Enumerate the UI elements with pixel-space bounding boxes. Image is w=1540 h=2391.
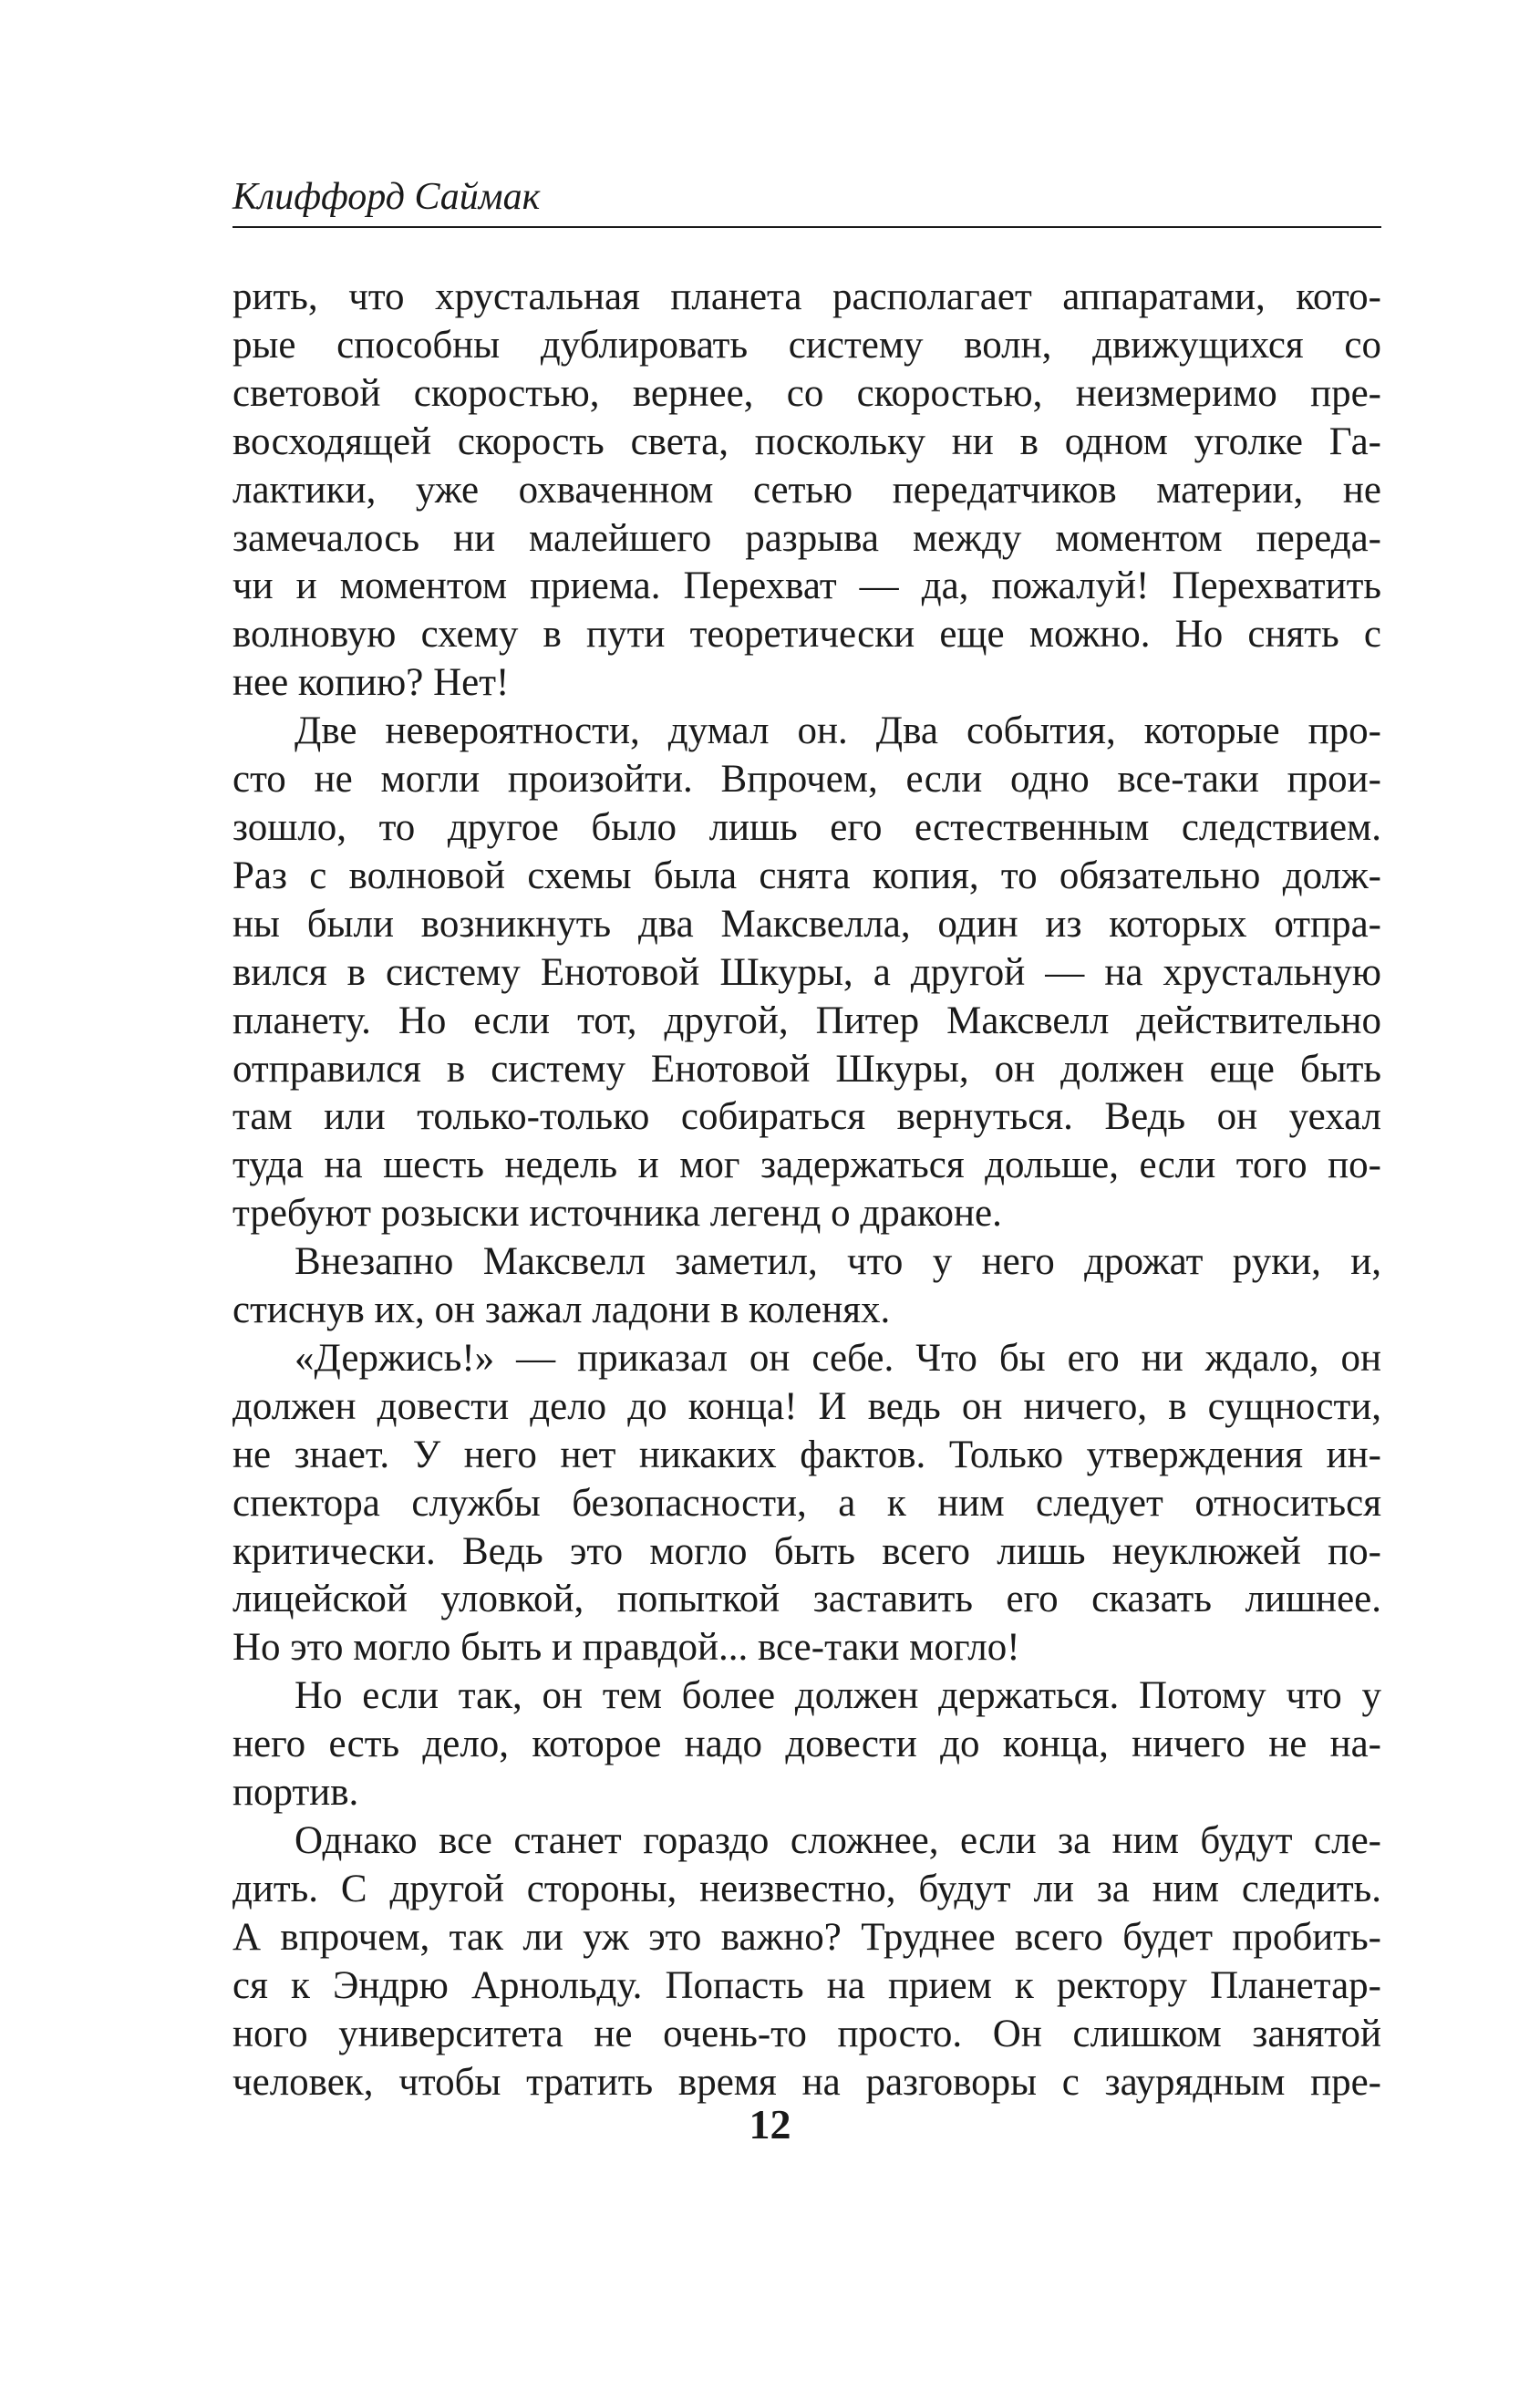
text-line: не знает. У него нет никаких фактов. Только утверждения ин- — [233, 1433, 1381, 1476]
text-line: планету. Но если тот, другой, Питер Максвелл действительно — [233, 999, 1381, 1042]
text-line: зошло, то другое было лишь его естественным следствием. — [233, 805, 1381, 849]
text-line: спектора службы безопасности, а к ним следует относиться — [233, 1481, 1381, 1525]
paragraph — [233, 1817, 1381, 2106]
text-line: «Держись!» — приказал он себе. Что бы его ни ждало, он — [295, 1336, 1381, 1380]
text-line: ного университета не очень-то просто. Он слишком занятой — [233, 2012, 1381, 2055]
text-line: волновую схему в пути теоретически еще можно. Но снять с — [233, 613, 1381, 657]
text-line: световой скоростью, вернее, со скоростью, неизмеримо пре- — [233, 371, 1381, 415]
text-line: него есть дело, которое надо довести до конца, ничего не на- — [233, 1723, 1381, 1766]
text-line: должен довести дело до конца! И ведь он ничего, в сущности, — [233, 1384, 1381, 1428]
text-line: Раз с волновой схемы была снята копия, то обязательно долж- — [233, 854, 1381, 897]
body-text — [233, 274, 1381, 2106]
text-line: ны были возникнуть два Максвелла, один из которых отпра- — [233, 902, 1381, 946]
page-number: 12 — [749, 2101, 791, 2148]
text-line: Но это могло быть и правдой... все-таки могло! — [233, 1626, 1020, 1670]
running-head-author: Клиффорд Саймак — [233, 171, 1381, 228]
paragraph — [233, 274, 1381, 708]
text-line: портив. — [233, 1771, 359, 1815]
text-line: лактики, уже охваченном сетью передатчиков материи, не — [233, 468, 1381, 512]
text-line: отправился в систему Енотовой Шкуры, он должен еще быть — [233, 1047, 1381, 1091]
text-line: дить. С другой стороны, неизвестно, будут ли за ним следить. — [233, 1867, 1381, 1910]
text-line: рить, что хрустальная планета располагает аппаратами, кото- — [233, 275, 1381, 318]
text-line: замечалось ни малейшего разрыва между моментом переда- — [233, 516, 1381, 560]
text-line: Внезапно Максвелл заметил, что у него дрожат руки, и, — [295, 1240, 1381, 1284]
text-line: стиснув их, он зажал ладони в коленях. — [233, 1289, 891, 1332]
text-line: требуют розыски источника легенд о драконе. — [233, 1192, 1002, 1236]
text-line: восходящей скорость света, поскольку ни в одном уголке Га- — [233, 419, 1381, 463]
text-line: рые способны дублировать систему волн, движущихся со — [233, 323, 1381, 367]
text-line: лицейской уловкой, попыткой заставить его сказать лишнее. — [233, 1578, 1381, 1621]
paragraph — [233, 1335, 1381, 1672]
text-line: Две невероятности, думал он. Два события, которые про- — [295, 709, 1381, 753]
text-line: критически. Ведь это могло быть всего лишь неуклюжей по- — [233, 1529, 1381, 1573]
paragraph — [233, 1672, 1381, 1817]
text-line: человек, чтобы тратить время на разговоры с заурядным пре- — [233, 2060, 1381, 2104]
text-line: там или только-только собираться вернуться. Ведь он уехал — [233, 1095, 1381, 1139]
text-line: ся к Эндрю Арнольду. Попасть на прием к ректору Планетар- — [233, 1963, 1381, 2007]
text-line: туда на шесть недель и мог задержаться дольше, если того по- — [233, 1144, 1381, 1187]
text-line: сто не могли произойти. Впрочем, если одно все-таки прои- — [233, 758, 1381, 802]
paragraph — [233, 708, 1381, 1238]
text-line: нее копию? Нет! — [233, 661, 510, 705]
text-line: Однако все станет гораздо сложнее, если за ним будут сле- — [295, 1819, 1381, 1862]
text-line: чи и моментом приема. Перехват — да, пожалуй! Перехватить — [233, 564, 1381, 608]
text-line: Но если так, он тем более должен держаться. Потому что у — [295, 1674, 1381, 1718]
text-line: А впрочем, так ли уж это важно? Труднее всего будет пробить- — [233, 1915, 1381, 1959]
paragraph — [233, 1238, 1381, 1335]
text-line: вился в систему Енотовой Шкуры, а другой — на хрустальную — [233, 950, 1381, 994]
